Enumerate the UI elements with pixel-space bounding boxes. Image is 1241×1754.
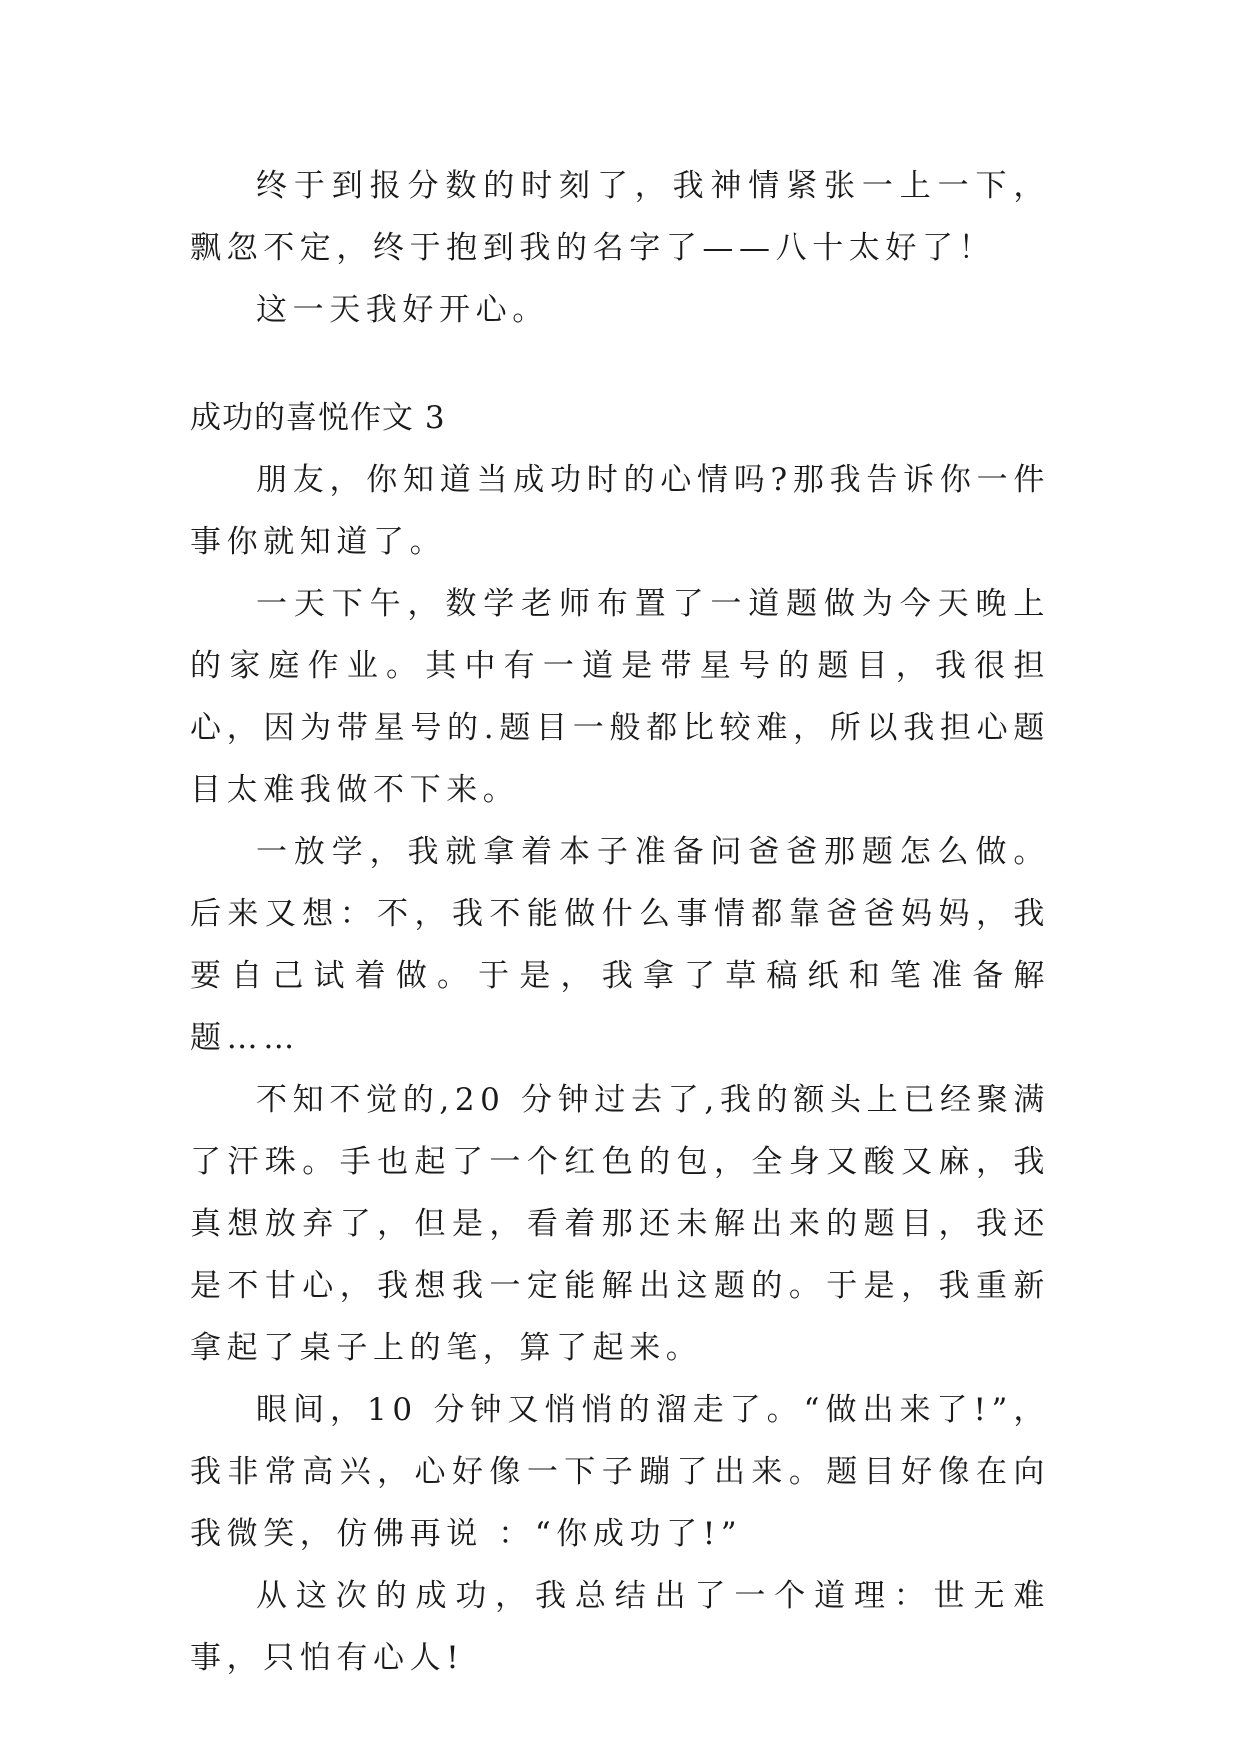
paragraph: 朋友，你知道当成功时的心情吗?那我告诉你一件事你就知道了。 (190, 462, 1050, 560)
paragraph: 这一天我好开心。 (256, 292, 549, 328)
paragraph: 终于到报分数的时刻了，我神情紧张一上一下，飘忽不定，终于抱到我的名字了——八十太好了！ (190, 168, 1050, 266)
section-gap (190, 341, 1050, 387)
paragraph: 眼间，10 分钟又悄悄的溜走了。“做出来了!”，我非常高兴，心好像一下子蹦了出来。题目好像在向我微笑，仿佛再说 ：“你成功了!” (190, 1392, 1050, 1552)
paragraph: 从这次的成功，我总结出了一个道理：世无难事，只怕有心人! (190, 1578, 1050, 1676)
paragraph: 一放学，我就拿着本子准备问爸爸那题怎么做。后来又想：不，我不能做什么事情都靠爸爸妈妈，我要自己试着做。于是，我拿了草稿纸和笔准备解题…… (190, 834, 1050, 1056)
document-page (190, 155, 1050, 1689)
paragraph: 不知不觉的,20 分钟过去了,我的额头上已经聚满了汗珠。手也起了一个红色的包，全身又酸又麻，我真想放弃了，但是，看着那还未解出来的题目，我还是不甘心，我想我一定能解出这题的。于是，我重新拿起了桌子上的笔，算了起来。 (190, 1082, 1050, 1366)
section-title: 成功的喜悦作文 3 (190, 400, 446, 436)
paragraph: 一天下午，数学老师布置了一道题做为今天晚上的家庭作业。其中有一道是带星号的题目，我很担心，因为带星号的.题目一般都比较难，所以我担心题目太难我做不下来。 (190, 586, 1050, 808)
